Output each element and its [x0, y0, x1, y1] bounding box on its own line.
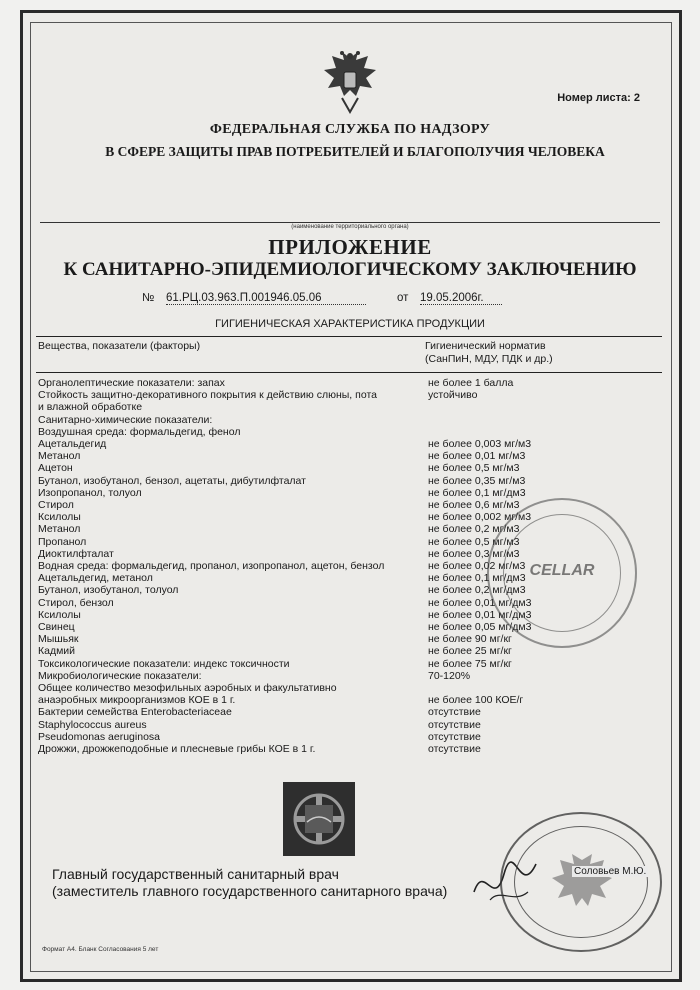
table-row-name: Метанол	[38, 523, 81, 536]
table-row-name: Стойкость защитно-декоративного покрытия к действию слюны, пота	[38, 389, 377, 402]
table-row-norm: не более 0,5 мг/м3	[428, 462, 520, 475]
table-row-norm: не более 0,2 мг/дм3	[428, 584, 526, 597]
table-row-name: и влажной обработке	[38, 401, 143, 414]
table-row-norm: отсутствие	[428, 706, 481, 719]
signatory-title-deputy: (заместитель главного государственного санитарного врача)	[52, 883, 448, 899]
table-row-name: Ацетальдегид, метанол	[38, 572, 153, 585]
document-date: 19.05.2006г.	[420, 292, 502, 305]
table-row-norm: не более 90 мг/кг	[428, 633, 512, 646]
table-row-norm: не более 0,5 мг/м3	[428, 535, 520, 548]
table-row-name: анаэробных микроорганизмов КОЕ в 1 г.	[38, 694, 236, 707]
table-row-name: Бутанол, изобутанол, толуол	[38, 584, 179, 597]
table-row-name: Staphylococcus aureus	[38, 718, 147, 731]
table-row-norm: не более 0,1 мг/дм3	[428, 486, 526, 499]
table-row-name: Бактерии семейства Enterobacteriaceae	[38, 706, 232, 719]
document-number: 61.РЦ.03.963.П.001946.05.06	[166, 292, 366, 305]
table-row-name: Стирол, бензол	[38, 596, 114, 609]
table-row-norm: не более 0,05 мг/дм3	[428, 621, 532, 633]
form-footer: Формат А4. Бланк Согласования 5 лет	[42, 946, 159, 953]
table-row-name: Метанол	[38, 450, 81, 463]
table-row-name: Ацетальдегид	[38, 438, 107, 450]
table-row-name: Бутанол, изобутанол, бензол, ацетаты, дибутилфталат	[38, 474, 306, 487]
document-title: ПРИЛОЖЕНИЕ	[268, 235, 432, 259]
table-row-name: Ксилолы	[38, 511, 81, 524]
org-underline	[40, 222, 660, 223]
agency-name-line1: ФЕДЕРАЛЬНАЯ СЛУЖБА ПО НАДЗОРУ	[209, 122, 491, 137]
company-stamp-text: CELLAR	[529, 562, 595, 579]
table-row-norm: отсутствие	[428, 730, 481, 743]
table-row-name: Дрожжи, дрожжеподобные и плесневые грибы КОЕ в 1 г.	[38, 743, 316, 755]
table-row-norm: не более 75 мг/кг	[428, 657, 512, 670]
table-row-norm: не более 25 мг/кг	[428, 645, 512, 658]
table-row-norm: не более 0,01 мг/дм3	[428, 596, 532, 609]
column-header-substances: Вещества, показатели (факторы)	[38, 340, 201, 352]
official-round-stamp-icon	[500, 812, 662, 952]
table-row-norm: отсутствие	[428, 718, 481, 731]
table-row-name: Свинец	[38, 621, 75, 633]
company-round-stamp-icon	[487, 498, 637, 648]
table-row-norm: отсутствие	[428, 743, 481, 755]
signatory-title: Главный государственный санитарный врач	[52, 866, 339, 882]
table-row-name: Кадмий	[38, 645, 76, 658]
table-row-norm: не более 0,01 мг/м3	[428, 450, 526, 463]
sheet-number: Номер листа: 2	[557, 92, 640, 104]
table-row-norm: не более 0,003 мг/м3	[428, 438, 532, 450]
table-row-norm: не более 0,35 мг/м3	[428, 474, 526, 487]
table-row-norm: не более 0,1 мг/дм3	[428, 572, 526, 585]
table-row-name: Воздушная среда: формальдегид, фенол	[38, 425, 241, 438]
table-row-norm: не более 100 КОЕ/г	[428, 694, 524, 707]
signatory-name: Соловьев М.Ю.	[574, 866, 647, 877]
table-row-norm: устойчиво	[428, 389, 478, 402]
coat-of-arms-icon	[322, 50, 378, 114]
table-row-name: Pseudomonas aeruginosa	[38, 730, 161, 743]
table-row-norm: не более 0,2 мг/м3	[428, 523, 520, 536]
number-label: №	[142, 292, 155, 304]
org-caption: (наименование территориального органа)	[291, 224, 409, 230]
table-row-name: Мышьяк	[38, 633, 79, 646]
table-row-name: Изопропанол, толуол	[38, 486, 142, 499]
stamp-emblem-icon	[542, 850, 622, 920]
table-top-rule	[36, 336, 662, 337]
table-row-norm: 70-120%	[428, 669, 471, 682]
date-label: от	[397, 292, 409, 304]
table-row-name: Стирол	[38, 499, 74, 511]
table-header-rule	[36, 372, 662, 373]
table-row-norm: не более 0,3 мг/м3	[428, 547, 520, 560]
column-header-norm-line1: Гигиенический норматив	[425, 340, 546, 352]
section-subtitle: ГИГИЕНИЧЕСКАЯ ХАРАКТЕРИСТИКА ПРОДУКЦИИ	[215, 318, 485, 330]
table-row-norm: не более 0,02 мг/м3	[428, 560, 526, 572]
table-row-name: Общее количество мезофильных аэробных и факультативно	[38, 682, 337, 694]
table-row-norm: не более 0,002 мг/м3	[428, 511, 532, 524]
table-row-name: Пропанол	[38, 535, 87, 548]
table-row-name: Диоктилфталат	[38, 547, 114, 560]
table-row-name: Ацетон	[38, 462, 73, 475]
table-row-name: Токсикологические показатели: индекс токсичности	[38, 657, 290, 670]
table-row-name: Органолептические показатели: запах	[38, 377, 225, 389]
table-row-norm: не более 0,01 мг/дм3	[428, 608, 532, 621]
table-row-name: Водная среда: формальдегид, пропанол, изопропанол, ацетон, бензол	[38, 560, 385, 572]
agency-name-line2: В СФЕРЕ ЗАЩИТЫ ПРАВ ПОТРЕБИТЕЛЕЙ И БЛАГОПОЛУЧИЯ ЧЕЛОВЕКА	[105, 144, 605, 159]
table-row-name: Микробиологические показатели:	[38, 669, 202, 682]
table-row-norm: не более 0,6 мг/м3	[428, 499, 520, 511]
table-row-name: Ксилолы	[38, 608, 81, 621]
table-row-name: Санитарно-химические показатели:	[38, 413, 213, 426]
document-title-sub: К САНИТАРНО-ЭПИДЕМИОЛОГИЧЕСКОМУ ЗАКЛЮЧЕНИЮ	[63, 259, 637, 280]
table-row-norm: не более 1 балла	[428, 377, 514, 389]
column-header-norm-line2: (СанПиН, МДУ, ПДК и др.)	[425, 353, 553, 365]
hologram-sticker-icon	[283, 782, 355, 856]
column-header-norm	[425, 340, 553, 366]
